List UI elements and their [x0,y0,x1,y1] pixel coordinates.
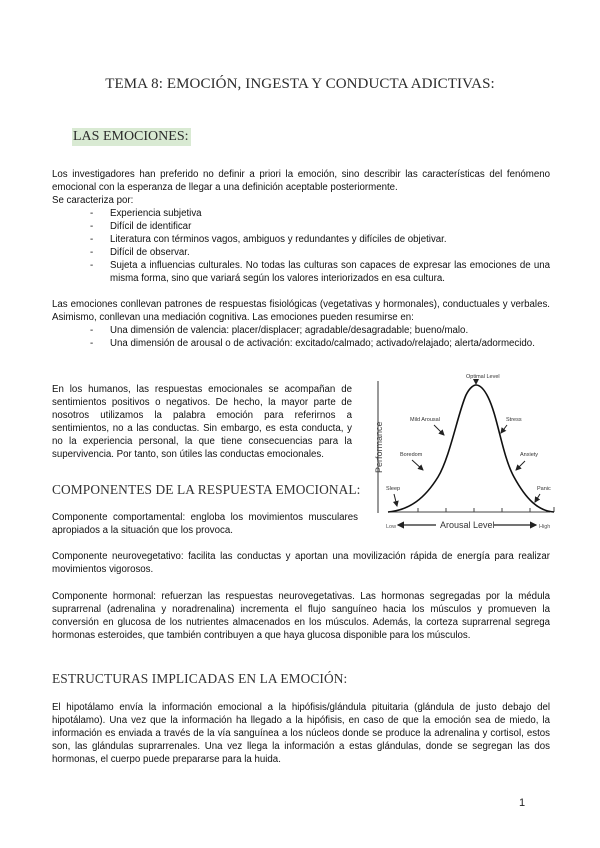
arousal-performance-curve [370,373,560,533]
label-sleep: Sleep [386,486,401,492]
section-heading-emociones: LAS EMOCIONES: [73,129,189,144]
list-item: - Experiencia subjetiva [90,208,202,219]
intro-text: Los investigadores han preferido no definir a priori la emoción, sino describir las características del fenómeno emocional con la esperanza de llegar a una definición aceptable posteriormente. [52,169,550,193]
yerkes-dodson-figure [370,373,560,533]
paragraph-humans: En los humanos, las respuestas emocionales se acompañan de sentimientos positivos o negativos. De hecho, la mayor parte de nosotros utilizamos la palabra emoción para referirnos a sentimientos, no a las conductas. Sin embargo, es esta conducta, y no la experiencia personal, la que tiene consecuencias para la supervivencia. Por tanto, son útiles las conductas emocionales. [52,384,352,460]
list-lead: Se caracteriza por: [52,195,134,206]
patterns-text: Las emociones conllevan patrones de respuestas fisiológicas (vegetativas y hormonales), conductuales y verbales. Asimismo, conllevan una mediación cognitiva. Las emociones pueden resumirse en: [52,299,550,323]
dash-bullet-icon: - [90,260,94,271]
section-heading-estructuras: ESTRUCTURAS IMPLICADAS EN LA EMOCIÓN: [52,671,348,686]
dash-bullet-icon: - [90,325,94,336]
paragraph-comportamental: Componente comportamental: engloba los movimientos musculares apropiados a la situación que los provoca. [52,512,358,536]
label-anxiety: Anxiety [520,452,539,458]
list-item: - Literatura con términos vagos, ambiguos y redundantes y difíciles de objetivar. [90,234,447,245]
dimensions-list [52,324,550,350]
page-title: TEMA 8: EMOCIÓN, INGESTA Y CONDUCTA ADICTIVAS: [105,76,495,92]
label-panic: Panic [537,486,551,492]
dash-bullet-icon: - [90,208,94,219]
dash-bullet-icon: - [90,247,94,258]
label-stress: Stress [506,417,522,423]
paragraph-neurovegetativo: Componente neurovegetativo: facilita las conductas y aportan una movilización rápida de energía para realizar movimientos vigorosos. [52,551,550,575]
label-mild-arousal: Mild Arousal [410,417,440,423]
paragraph-estructuras: El hipotálamo envía la información emocional a la hipófisis/glándula pituitaria (glándula de justo debajo del hipotálamo). Una vez que la información ha llegado a la hipófisis, en caso de que la emoción sea de miedo, la información es enviada a través de la vía sanguínea a los núcleos donde se produce la adrenalina y cortisol, estos son, las glándulas suprarrenales. Una vez llega la información a estas glándulas, donde se segregan las dos hormonas, el cuerpo puede prepararse para la huida. [52,702,550,765]
list-item: - Una dimensión de valencia: placer/displacer; agradable/desagradable; bueno/malo. [90,325,469,336]
characteristics-list [52,207,550,285]
x-axis-label: Arousal Level [440,520,495,530]
list-item: - Sujeta a influencias culturales. No todas las culturas son capaces de expresar las emociones de una misma forma, sino que variará según los valores interiorizados en esa cultura. [90,260,550,284]
x-low-label: Low [386,524,397,530]
section-heading-componentes: COMPONENTES DE LA RESPUESTA EMOCIONAL: [52,482,361,497]
list-item: - Difícil de observar. [90,247,190,258]
paragraph-hormonal: Componente hormonal: refuerzan las respuestas neurovegetativas. Las hormonas segregadas por la médula suprarrenal (adrenalina y noradrenalina) incrementa el flujo sanguíneo hacia los músculos y promueven la conversión en glucosa de los nutrientes almacenados en los músculos. Además, la corteza suprarrenal segrega hormonas esteroides, que también contribuyen a que haya glucosa disponible para los músculos. [52,591,550,641]
dash-bullet-icon: - [90,338,94,349]
x-high-label: High [539,524,551,530]
list-item: - Difícil de identificar [90,221,192,232]
paragraph-patterns [52,298,550,350]
label-optimal: Optimal Level [466,374,500,380]
y-axis-label: Performance [374,421,384,473]
label-boredom: Boredom [400,452,423,458]
list-item: - Una dimensión de arousal o de activación: excitado/calmado; activado/relajado; alerta/adormecido. [90,338,535,349]
page-number: 1 [519,797,526,809]
dash-bullet-icon: - [90,234,94,245]
paragraph-intro [52,168,550,285]
dash-bullet-icon: - [90,221,94,232]
